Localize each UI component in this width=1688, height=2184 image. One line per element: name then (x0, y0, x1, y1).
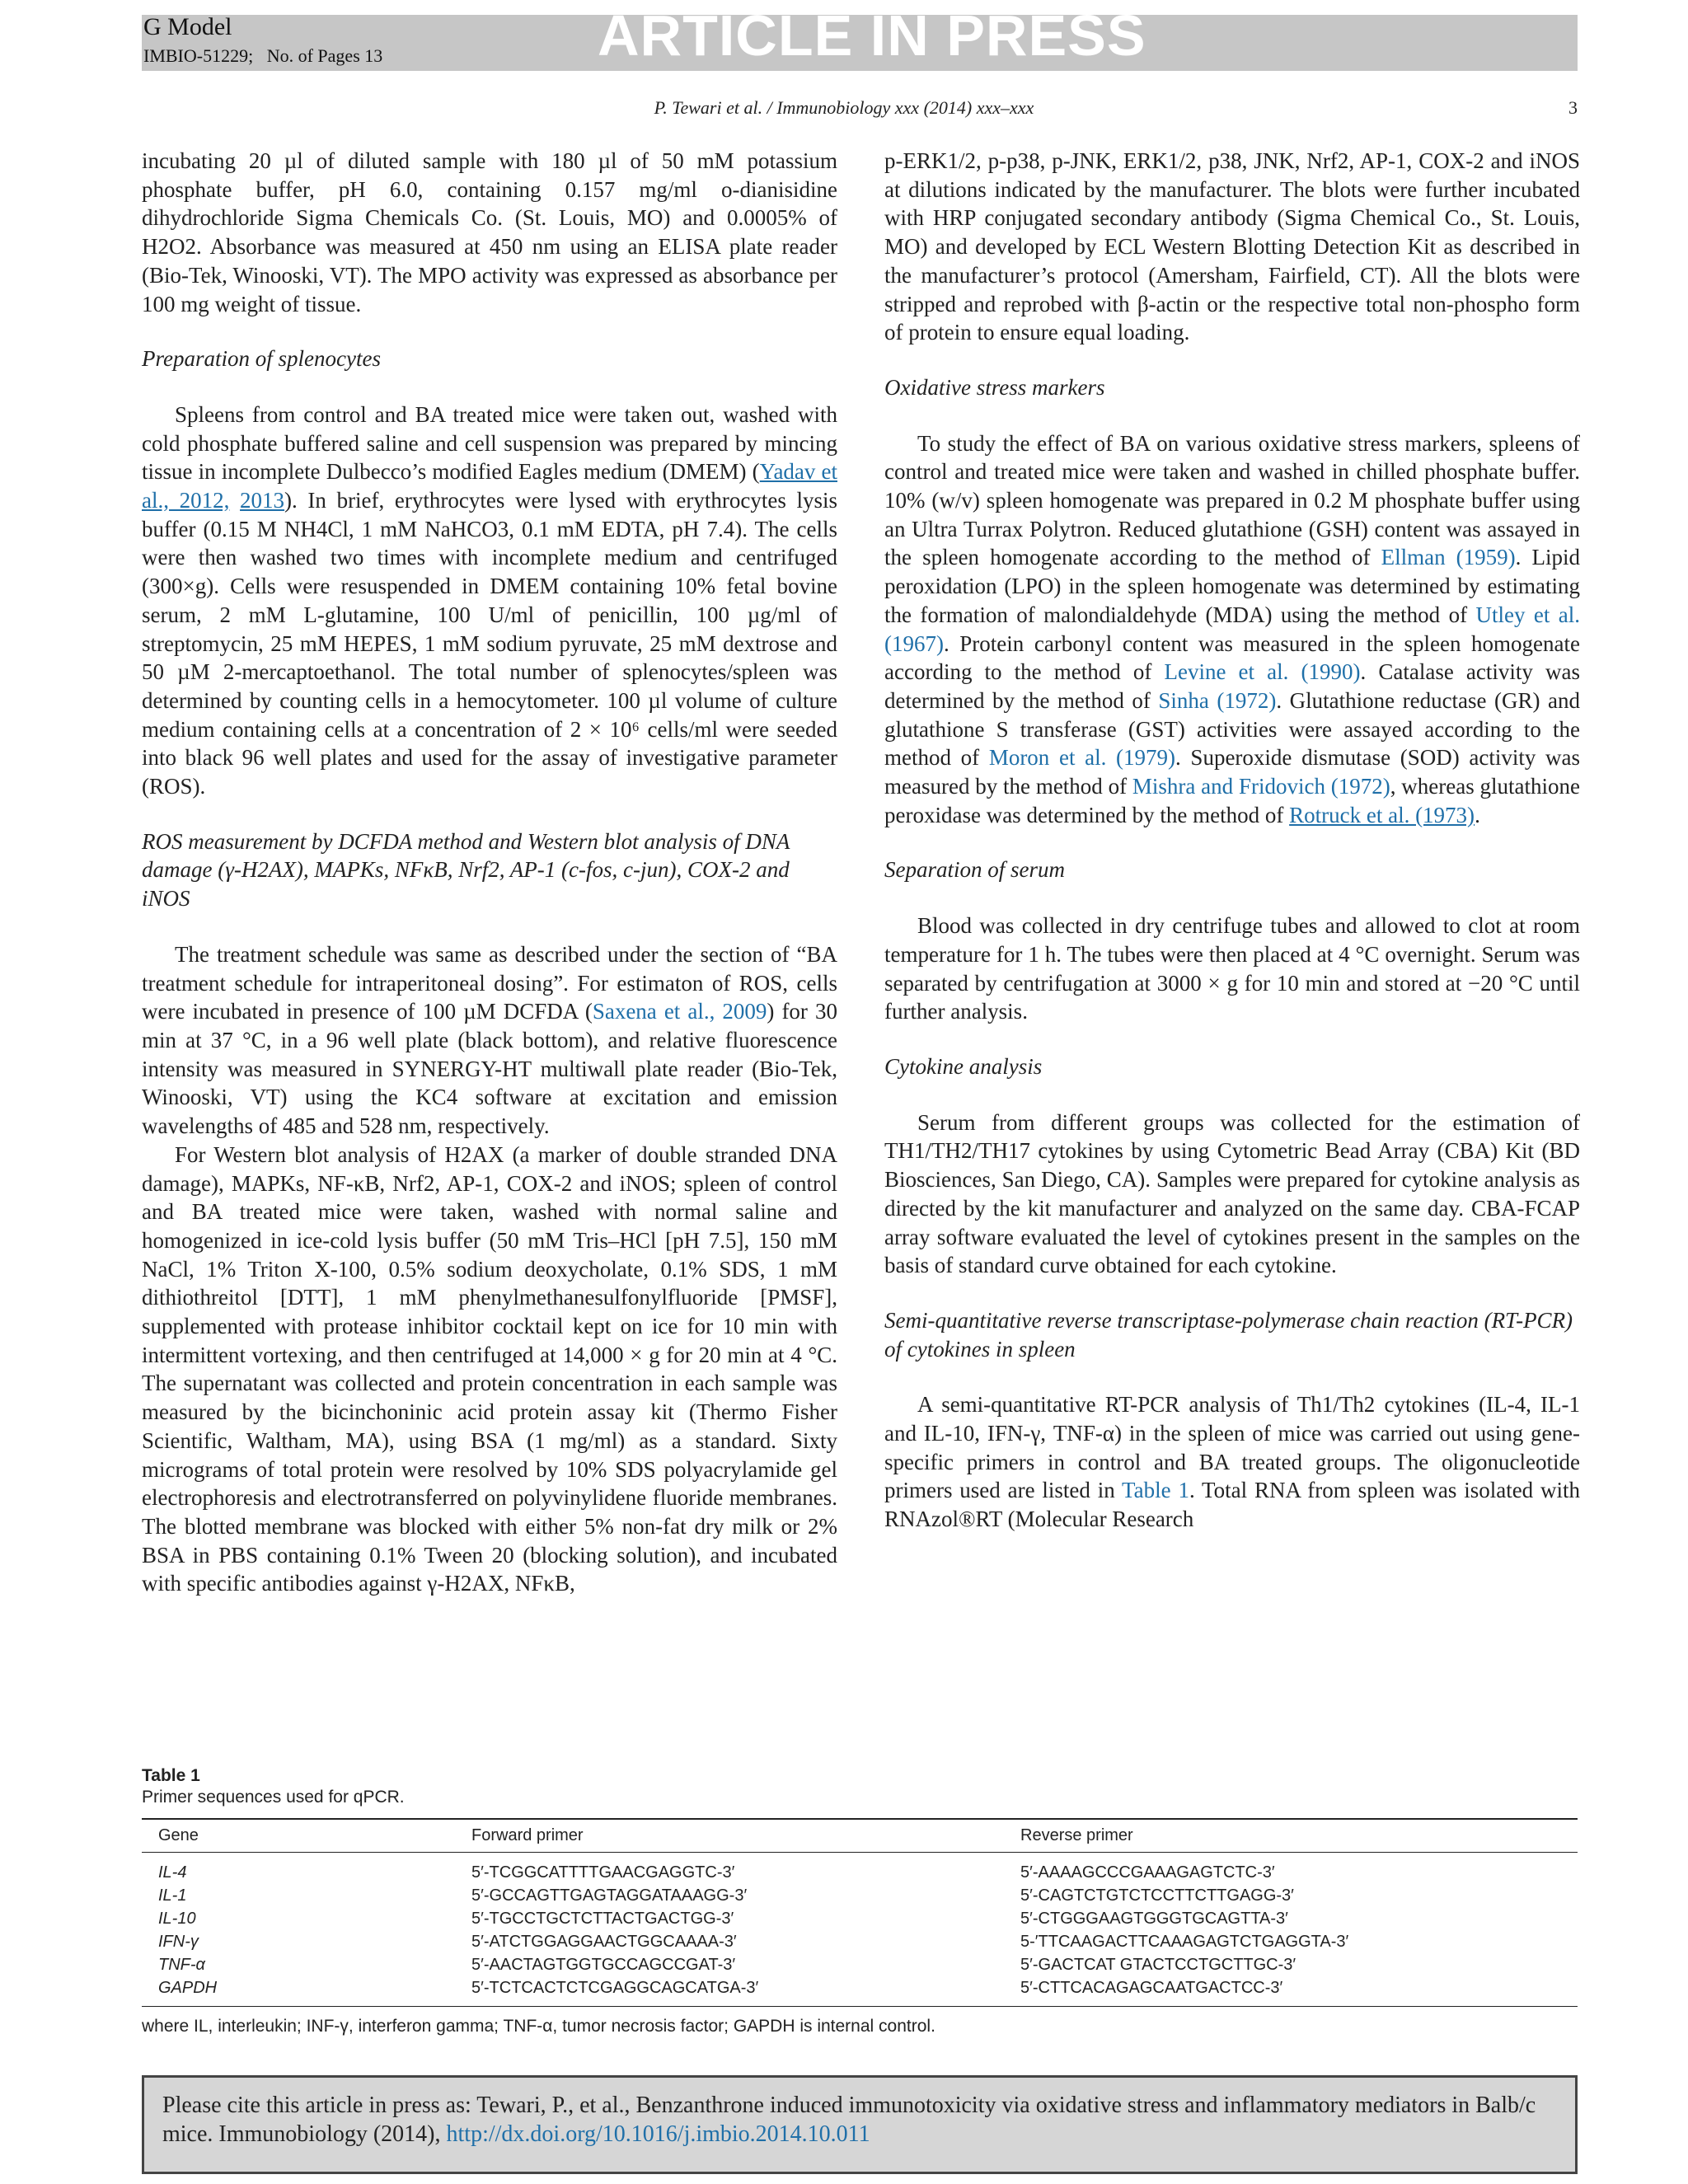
ref-ellman[interactable]: Ellman (1959) (1381, 545, 1516, 570)
column-header-gene: Gene (142, 1819, 455, 1853)
ref-yadav-2013[interactable]: 2013 (240, 488, 285, 513)
table-header-row (142, 1819, 1578, 1853)
reverse-primer-cell: 5-′TTCAAGACTTCAAAGAGTCTGAGGTA-3′ (1020, 1933, 1349, 1951)
section-heading-cytokine: Cytokine analysis (884, 1053, 1043, 1079)
ref-table-1[interactable]: Table 1 (1122, 1478, 1189, 1503)
citation-box (142, 2075, 1578, 2174)
reverse-primer-cell: 5′-GACTCAT GTACTCCTGCTTGC-3′ (1020, 1956, 1296, 1974)
gene-cell: IFN-γ (158, 1933, 199, 1951)
gene-cell: IL-4 (158, 1863, 187, 1882)
paragraph-serum: Blood was collected in dry centrifuge tubes and allowed to clot at room temperature for 1 h. The tubes were then placed at 4 °C overnight. Serum was separated by centrifugation at 3000 × g for 10 min and stored at −20 °C until further analysis. (884, 913, 1580, 1024)
right-column (884, 147, 1580, 1534)
table-row (142, 1976, 1578, 2007)
reverse-primer-cell: 5′-AAAAGCCCGAAAGAGTCTC-3′ (1020, 1863, 1275, 1882)
section-heading-oxidative: Oxidative stress markers (884, 374, 1105, 400)
reverse-primer-cell: 5′-CTGGGAAGTGGGTGCAGTTA-3′ (1020, 1910, 1288, 1928)
table-footnote: where IL, interleukin; INF-γ, interferon gamma; TNF-α, tumor necrosis factor; GAPDH is internal control. (142, 2017, 935, 2036)
paragraph-western-blot: For Western blot analysis of H2AX (a marker of double stranded DNA damage), MAPKs, NF-κB, Nrf2, AP-1, COX-2 and iNOS; spleen of control and BA treated mice were taken, washed with normal saline and homogenized in ice-cold lysis buffer (50 mM Tris–HCl [pH 7.5], 150 mM NaCl, 1% Triton X-100, 0.5% sodium deoxycholate, 0.1% SDS, 1 mM dithiothreitol [DTT], 1 mM phenylmethanesulfonylfluoride [PMSF], supplemented with protease inhibitor cocktail kept on ice for 10 min with intermittent vortexing, and then centrifuged at 14,000 × g for 20 min at 4 °C. The supernatant was collected and protein concentration in each sample was measured by the bicinchoninic acid protein assay kit (Thermo Fisher Scientific, Waltham, MA), using BSA (1 mg/ml) as a standard. Sixty micrograms of total protein were resolved by 10% SDS polyacrylamide gel electrophoresis and electrotransferred on polyvinylidene fluoride membranes. The blotted membrane was blocked with either 5% non-fat dry milk or 2% BSA in PBS containing 0.1% Tween 20 (blocking solution), and incubated with specific antibodies against γ-H2AX, NFκB, (142, 1141, 837, 1596)
section-heading-splenocytes: Preparation of splenocytes (142, 346, 381, 372)
table-row (142, 1884, 1578, 1907)
forward-primer-cell: 5′-AACTAGTGGTGCCAGCCGAT-3′ (471, 1956, 736, 1974)
table-row (142, 1907, 1578, 1930)
reverse-primer-cell: 5′-CAGTCTGTCTCCTTCTTGAGG-3′ (1020, 1886, 1294, 1905)
table-1 (142, 1765, 1578, 2036)
table-label: Table 1 (142, 1766, 200, 1785)
ref-saxena[interactable]: Saxena et al., 2009 (592, 999, 767, 1024)
column-header-reverse: Reverse primer (1004, 1819, 1578, 1853)
ref-sinha[interactable]: Sinha (1972) (1158, 687, 1277, 713)
page-number: 3 (1568, 97, 1578, 118)
section-heading-ros: ROS measurement by DCFDA method and Western blot analysis of DNA damage (γ-H2AX), MAPKs, NFκB, Nrf2, AP-1 (c-fos, c-jun), COX-2 and iNOS (142, 828, 790, 912)
forward-primer-cell: 5′-TGCCTGCTCTTACTGACTGG-3′ (471, 1910, 734, 1928)
table-row (142, 1853, 1578, 1885)
forward-primer-cell: 5′-ATCTGGAGGAACTGGCAAAA-3′ (471, 1933, 737, 1951)
forward-primer-cell: 5′-GCCAGTTGAGTAGGATAAAGG-3′ (471, 1886, 748, 1905)
forward-primer-cell: 5′-TCTCACTCTCGAGGCAGCATGA-3′ (455, 1976, 1004, 2007)
ref-moron[interactable]: Moron et al. (1979) (988, 745, 1176, 771)
paragraph-oxidative: To study the effect of BA on various oxidative stress markers, spleens of control and treated mice were taken and washed in chilled phosphate buffer. 10% (w/v) spleen homogenate was prepared in 0.2 M phosphate buffer using an Ultra Turrax Polytron. Reduced glutathione (GSH) content was assayed in the spleen homogenate according to the method of Ellman (1959). Lipid peroxidation (LPO) in the spleen homogenate was determined by estimating the formation of malondialdehyde (MDA) using the method of Utley et al. (1967). Protein carbonyl content was measured in the spleen homogenate according to the method of Levine et al. (1990). Catalase activity was determined by the method of Sinha (1972). Glutathione reductase (GR) and glutathione S transferase (GST) activities were assayed according to the method of Moron et al. (1979). Superoxide dismutase (SOD) activity was measured by the method of Mishra and Fridovich (1972), whereas glutathione peroxidase was determined by the method of Rotruck et al. (1973). (884, 430, 1581, 827)
table-row (142, 1953, 1578, 1976)
reverse-primer-cell: 5′-CTTCACAGAGCAATGACTCC-3′ (1004, 1976, 1578, 2007)
article-code (143, 45, 382, 67)
primer-table (142, 1818, 1578, 2007)
ref-utley[interactable]: Utley et al. (1967) (884, 602, 1580, 656)
paragraph-rtpcr: A semi-quantitative RT-PCR analysis of Th1/Th2 cytokines (IL-4, IL-1 and IL-10, IFN-γ, TNF-α) in the spleen of mice was carried out using gene-specific primers in control and BA treated groups. The oligonucleotide primers used are listed in Table 1. Total RNA from spleen was isolated with RNAzol®RT (Molecular Research (884, 1392, 1581, 1532)
table-row (142, 1930, 1578, 1953)
running-head: P. Tewari et al. / Immunobiology xxx (2014) xxx–xxx (654, 97, 1034, 118)
gene-cell: TNF-α (158, 1956, 205, 1974)
article-in-press-banner: ARTICLE IN PRESS (598, 3, 1146, 68)
paragraph-splenocytes: Spleens from control and BA treated mice were taken out, washed with cold phosphate buffered saline and cell suspension was prepared by mincing tissue in incomplete Dulbecco’s modified Eagles medium (DMEM) (Yadav et al., 2012, 2013). In brief, erythrocytes were lysed with erythrocytes lysis buffer (0.15 M NH4Cl, 1 mM NaHCO3, 0.1 mM EDTA, pH 7.4). The cells were then washed two times with incomplete medium and centrifuged (300×g). Cells were resuspended in DMEM containing 10% fetal bovine serum, 2 mM L-glutamine, 100 U/ml of penicillin, 100 µg/ml of streptomycin, 25 mM HEPES, 1 mM sodium pyruvate, 25 mM dextrose and 50 µM 2-mercaptoethanol. The total number of splenocytes/spleen was determined by counting cells in a hemocytometer. 100 µl volume of culture medium containing cells at a concentration of 2 × 10⁶ cells/ml were seeded into black 96 well plates and used for the assay of investigative parameter (ROS). (142, 401, 838, 799)
g-model-label: G Model (143, 13, 232, 40)
section-heading-serum: Separation of serum (884, 857, 1065, 883)
section-heading-rtpcr: Semi-quantitative reverse transcriptase-polymerase chain reaction (RT-PCR) of cytokines in spleen (884, 1307, 1573, 1361)
ref-yadav-2012[interactable]: Yadav et al., 2012, (142, 459, 838, 513)
paragraph-cytokine: Serum from different groups was collected for the estimation of TH1/TH2/TH17 cytokines by using Cytometric Bead Array (CBA) Kit (BD Biosciences, San Diego, CA). Samples were prepared for cytokine analysis as directed by the kit manufacturer and analyzed on the same day. CBA-FCAP array software evaluated the level of cytokines present in the samples on the basis of standard curve obtained for each cytokine. (884, 1109, 1580, 1278)
citation-text: Please cite this article in press as: Tewari, P., et al., Benzanthrone induced immunotoxicity via oxidative stress and inflammatory mediators in Balb/c mice. Immunobiology (2014), (162, 2093, 1536, 2147)
doi-link[interactable]: http://dx.doi.org/10.1016/j.imbio.2014.10.011 (446, 2121, 870, 2147)
forward-primer-cell: 5′-TCGGCATTTTGAACGAGGTC-3′ (471, 1863, 735, 1882)
ref-levine[interactable]: Levine et al. (1990) (1164, 659, 1361, 685)
gene-cell: IL-10 (158, 1910, 196, 1928)
page-count: No. of Pages 13 (266, 45, 383, 66)
paragraph-mpo: incubating 20 µl of diluted sample with 180 µl of 50 mM potassium phosphate buffer, pH 6.0, containing 0.157 mg/ml o-dianisidine dihydrochloride Sigma Chemicals Co. (St. Louis, MO) and 0.0005% of H2O2. Absorbance was measured at 450 nm using an ELISA plate reader (Bio-Tek, Winooski, VT). The MPO activity was expressed as absorbance per 100 mg weight of tissue. (142, 148, 837, 316)
ref-rotruck[interactable]: Rotruck et al. (1973) (1289, 802, 1475, 827)
table-caption: Primer sequences used for qPCR. (142, 1788, 405, 1807)
column-header-forward: Forward primer (455, 1819, 1004, 1853)
article-id: IMBIO-51229; (143, 45, 254, 66)
paragraph-ros: The treatment schedule was same as described under the section of “BA treatment schedule for intraperitoneal dosing”. For estimaton of ROS, cells were incubated in presence of 100 µM DCFDA (Saxena et al., 2009) for 30 min at 37 °C, in a 96 well plate (black bottom), and relative fluorescence intensity was measured in SYNERGY-HT multiwall plate reader (Bio-Tek, Winooski, VT) using the KC4 software at excitation and emission wavelengths of 485 and 528 nm, respectively. (142, 941, 837, 1139)
paragraph-antibodies: p-ERK1/2, p-p38, p-JNK, ERK1/2, p38, JNK, Nrf2, AP-1, COX-2 and iNOS at dilutions indicated by the manufacturer. The blots were further incubated with HRP conjugated secondary antibody (Sigma Chemical Co., St. Louis, MO) and developed by ECL Western Blotting Detection Kit as described in the manufacturer’s protocol (Amersham, Fairfield, CT). All the blots were stripped and reprobed with β-actin or the respective total non-phospho form of protein to ensure equal loading. (884, 148, 1580, 345)
gene-cell: GAPDH (142, 1976, 455, 2007)
left-column (142, 147, 837, 1598)
gene-cell: IL-1 (158, 1886, 187, 1905)
ref-mishra[interactable]: Mishra and Fridovich (1972) (1132, 774, 1390, 799)
